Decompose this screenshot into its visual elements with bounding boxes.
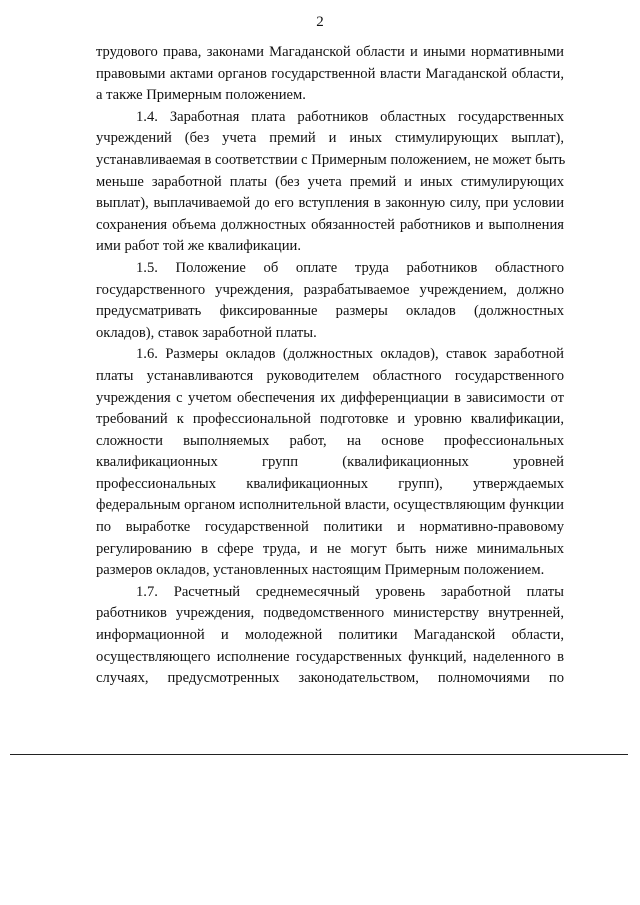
text-line: окладов), ставок заработной платы. [96,324,317,341]
text-line: требований к профессиональной подготовке и уровню квалификации, [96,411,564,428]
text-line: меньше заработной платы (без учета премий и иных стимулирующих [96,173,564,190]
text-line: ими работ той же квалификации. [96,238,301,255]
text-line: сложности выполняемых работ, на основе профессиональных [96,432,564,449]
document-body [96,42,564,690]
paragraph-1-5 [96,258,564,344]
text-line: 1.4. Заработная плата работников областных государственных [136,108,564,125]
text-line: 1.7. Расчетный среднемесячный уровень заработной платы [136,583,564,600]
text-line: учреждения с учетом обеспечения их дифференциации в зависимости от [96,389,564,406]
text-line: учреждений (без учета премий и иных стимулирующих выплат), [96,130,564,147]
text-line: а также Примерным положением. [96,87,306,104]
paragraph-1-6 [96,344,564,582]
text-line: квалификационных групп (квалификационных уровней [96,454,564,471]
text-line: случаях, предусмотренных законодательством, полномочиями по [96,670,564,687]
text-line: осуществляющего исполнение государственных функций, наделенного в [96,648,564,665]
text-line: работников учреждения, подведомственного министерству внутренней, [96,605,564,622]
text-line: 1.6. Размеры окладов (должностных окладов), ставок заработной [136,346,564,363]
text-line: федеральным органом исполнительной власти, осуществляющим функции [96,497,564,514]
text-line: 1.5. Положение об оплате труда работников областного [136,259,564,276]
text-line: выплат), выплачиваемой до его вступления в законную силу, при условии [96,195,564,212]
text-line: сохранения объема должностных обязанностей работников и выполнения [96,216,564,233]
text-line: информационной и молодежной политики Магаданской области, [96,627,564,644]
text-line: регулированию в сфере труда, и не могут быть ниже минимальных [96,540,564,557]
page-number: 2 [316,14,324,30]
footer-divider [10,754,628,755]
paragraph-1-7 [96,582,564,690]
text-line: предусматривать фиксированные размеры окладов (должностных [96,303,564,320]
text-line: устанавливаемая в соответствии с Примерным положением, не может быть [96,151,566,168]
text-line: размеров окладов, установленных настоящим Примерным положением. [96,562,545,579]
text-line: профессиональных квалификационных групп), утверждаемых [96,475,564,492]
text-line: трудового права, законами Магаданской области и иными нормативными [96,44,564,60]
paragraph-intro [96,42,564,107]
text-line: по выработке государственной политики и нормативно-правовому [96,519,564,536]
text-line: платы устанавливаются руководителем областного государственного [96,367,564,384]
paragraph-1-4 [96,107,564,258]
text-line: правовыми актами органов государственной власти Магаданской области, [96,65,564,82]
text-line: государственного учреждения, разрабатываемое учреждением, должно [96,281,564,298]
